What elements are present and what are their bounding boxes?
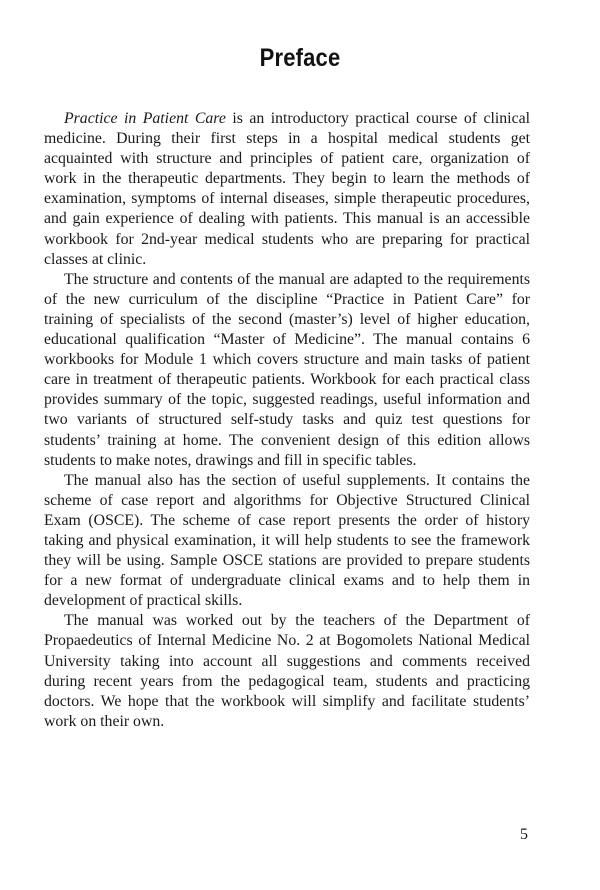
preface-body <box>44 109 530 732</box>
paragraph-3: The manual also has the section of useful supplements. It contains the scheme of case report and algorithms for Objective Structured Clinical Exam (OSCE). The scheme of case report presents the order of history taking and physical examination, it will help students to see the framework they will be using. Sample OSCE stations are provided to prepare students for a new format of undergraduate clinical exams and to help them in development of practical skills. <box>44 471 530 610</box>
page-number: 5 <box>520 826 528 843</box>
paragraph-1 <box>44 109 530 270</box>
paragraph-1-text: is an introductory practical course of clinical medicine. During their first steps in a hospital medical students get acquainted with structure and principles of patient care, organization of work in the therapeutic departments. They begin to learn the methods of examination, symptoms of internal diseases, simple therapeutic procedures, and gain experience of dealing with patients. This manual is an accessible workbook for 2nd-year medical students who are preparing for practical classes at clinic. <box>44 110 530 268</box>
paragraph-2: The structure and contents of the manual are adapted to the requirements of the new curriculum of the discipline “Practice in Patient Care” for training of specialists of the second (master’s) level of higher education, educational qualification “Master of Medicine”. The manual contains 6 workbooks for Module 1 which covers structure and main tasks of patient care in treatment of therapeutic patients. Workbook for each practical class provides summary of the topic, suggested readings, useful information and two variants of structured self-study tasks and quiz test questions for students’ training at home. The convenient design of this edition allows students to make notes, drawings and fill in specific tables. <box>44 270 530 469</box>
page-title: Preface <box>259 44 341 72</box>
course-title-italic: Practice in Patient Care <box>64 110 226 127</box>
paragraph-4: The manual was worked out by the teachers of the Department of Propaedeutics of Internal Medicine No. 2 at Bogomolets National Medical University taking into account all suggestions and comments received during recent years from the pedagogical team, students and practicing doctors. We hope that the workbook will simplify and facilitate students’ work on their own. <box>44 612 530 730</box>
